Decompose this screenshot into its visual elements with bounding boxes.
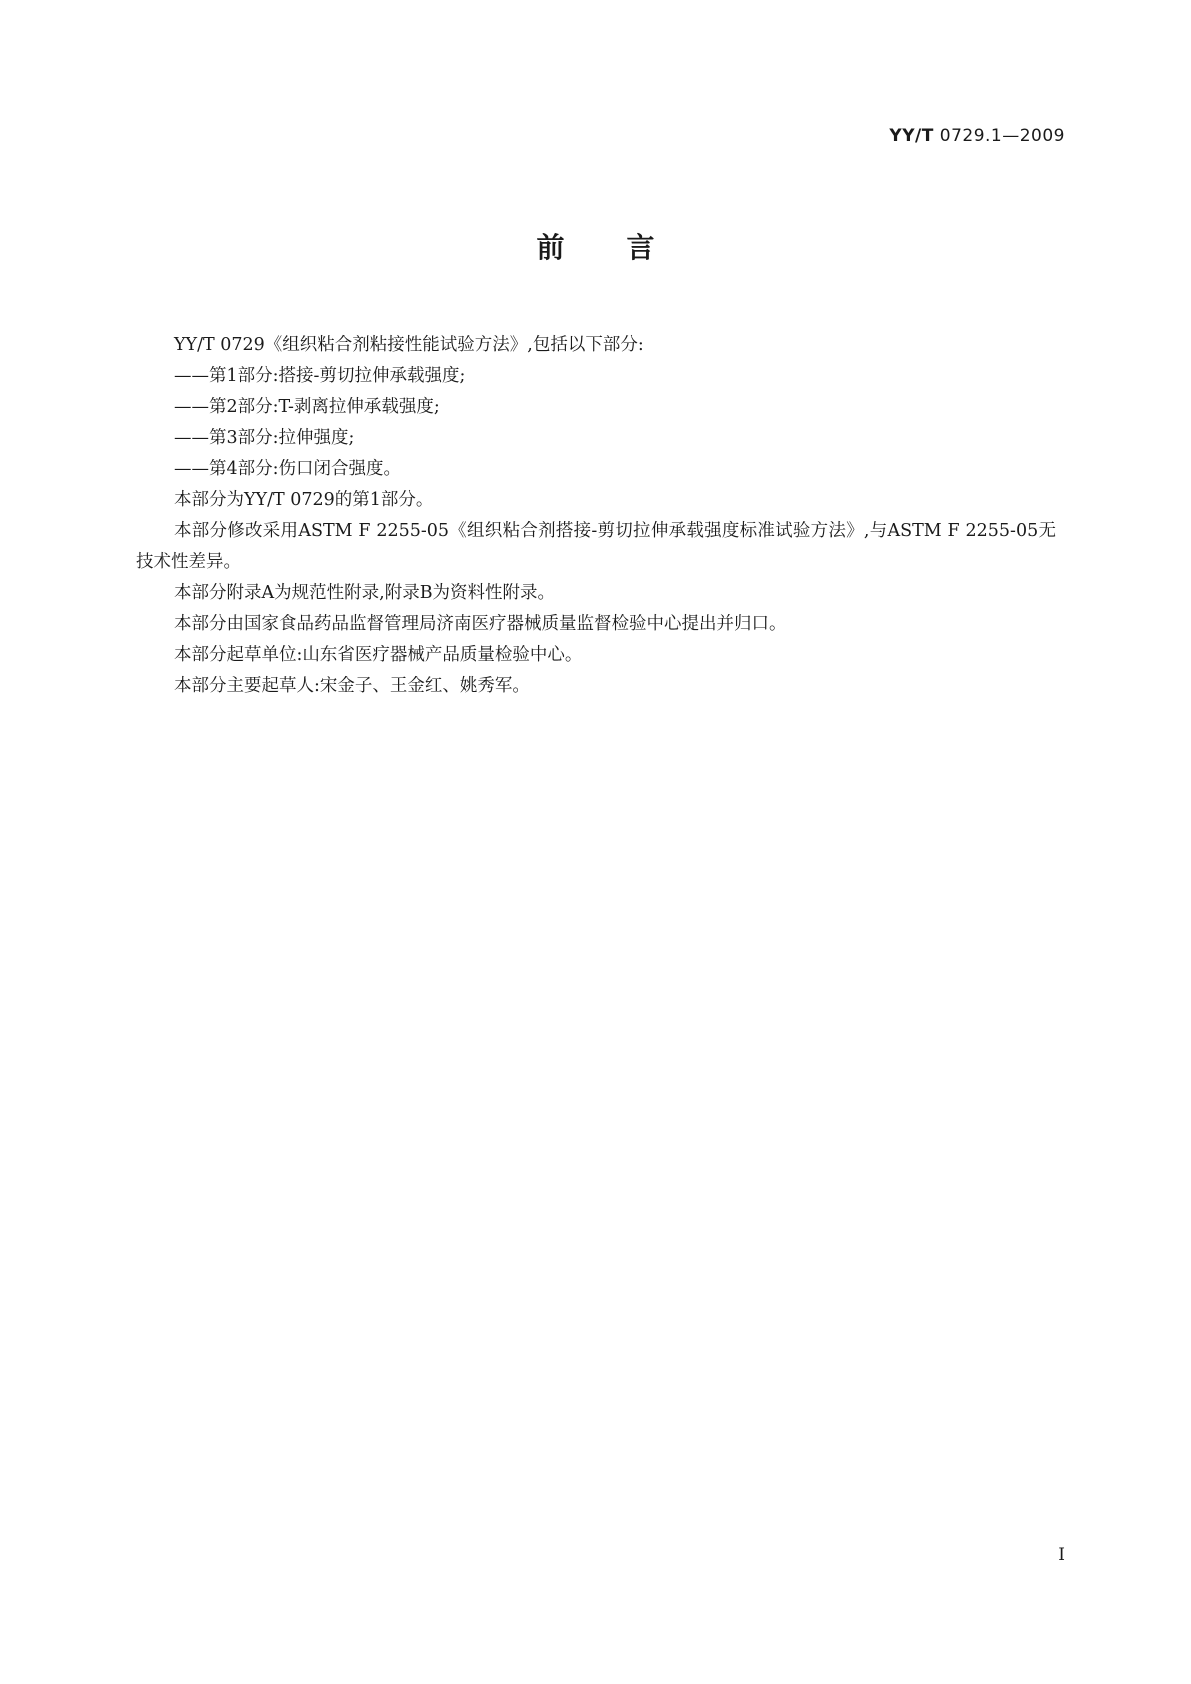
standard-code-number: 0729.1—2009 — [939, 126, 1065, 146]
paragraph: 本部分起草单位:山东省医疗器械产品质量检验中心。 — [174, 645, 583, 665]
page-number: I — [1058, 1545, 1065, 1565]
paragraph: 本部分附录A为规范性附录,附录B为资料性附录。 — [174, 583, 556, 603]
list-item: ——第4部分:伤口闭合强度。 — [174, 459, 402, 479]
list-item: ——第3部分:拉伸强度; — [174, 428, 355, 448]
paragraph: 本部分由国家食品药品监督管理局济南医疗器械质量监督检验中心提出并归口。 — [174, 614, 787, 634]
paragraph: YY/T 0729《组织粘合剂粘接性能试验方法》,包括以下部分: — [174, 335, 644, 355]
standard-code-prefix: YY/T — [889, 126, 934, 146]
list-item: ——第1部分:搭接-剪切拉伸承载强度; — [174, 366, 466, 386]
foreword-body — [136, 330, 1056, 702]
page-title: 前言 — [536, 231, 717, 264]
paragraph: 本部分修改采用ASTM F 2255-05《组织粘合剂搭接-剪切拉伸承载强度标准试验方法》,与ASTM F 2255-05无技术性差异。 — [136, 521, 1056, 572]
paragraph: 本部分主要起草人:宋金子、王金红、姚秀军。 — [174, 676, 530, 696]
standard-code — [889, 126, 1065, 146]
list-item: ——第2部分:T-剥离拉伸承载强度; — [174, 397, 440, 417]
paragraph: 本部分为YY/T 0729的第1部分。 — [174, 490, 434, 510]
